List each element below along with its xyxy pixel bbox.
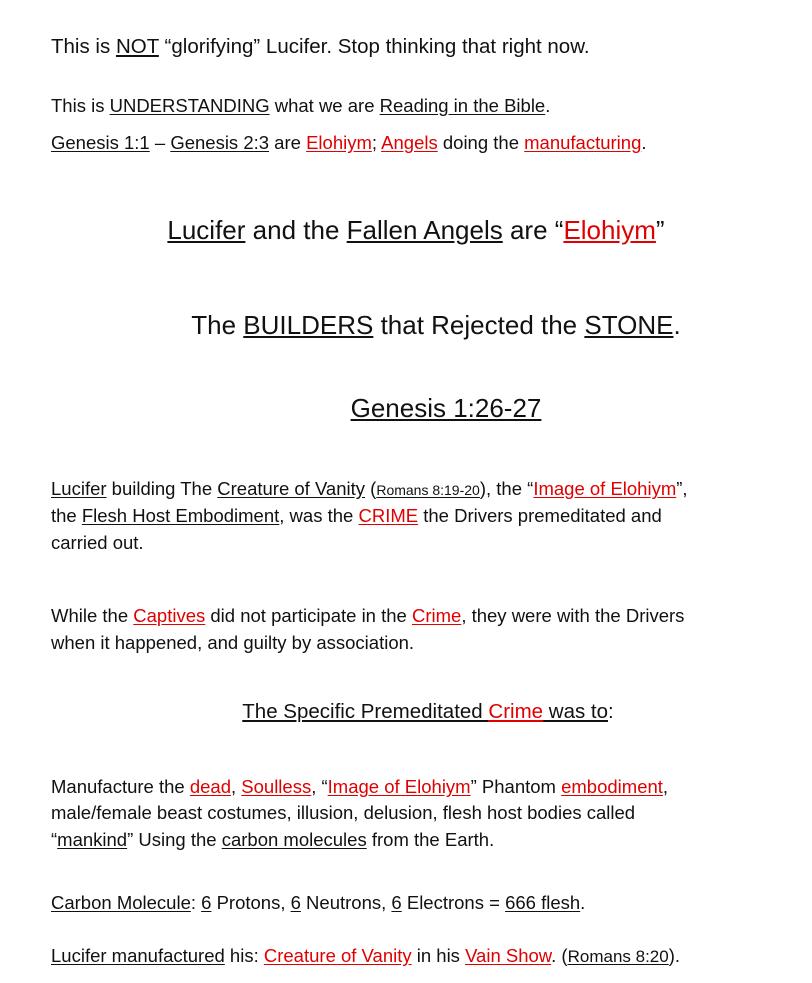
term-crime: CRIME [358, 505, 419, 526]
heading-specific-crime: The Specific Premeditated Crime was to: [242, 700, 614, 723]
heading-term-crime: Crime [488, 700, 544, 723]
reading-in-bible: Reading in the Bible [379, 95, 546, 116]
manufacture-line-3: “mankind” Using the carbon molecules from the Earth. [51, 829, 495, 850]
term-mankind: mankind [57, 829, 128, 850]
genesis-reference-line: Genesis 1:1 – Genesis 2:3 are Elohiym; Angels doing the manufacturing. [51, 132, 647, 153]
term-carbon-molecules: carbon molecules [221, 829, 367, 850]
heading-lucifer-elohiym: Lucifer and the Fallen Angels are “Elohiym” [167, 215, 665, 245]
heading-term-elohiym: Elohiym [563, 215, 656, 245]
term-elohiym: Elohiym [306, 132, 372, 153]
term-soulless: Soulless [241, 776, 312, 797]
term-captives: Captives [133, 605, 206, 626]
captives-line-2: when it happened, and guilty by association. [51, 632, 415, 653]
term-manufacturing: manufacturing [524, 132, 642, 153]
ref-romans-8-20: Romans 8:20 [567, 947, 669, 966]
ref-romans-8-19-20: Romans 8:19-20 [376, 482, 480, 498]
creature-of-vanity-line-2: the Flesh Host Embodiment, was the CRIME the Drivers premeditated and [51, 505, 662, 526]
creature-of-vanity-line-1: Lucifer building The Creature of Vanity (Romans 8:19-20), the “Image of Elohiym”, [51, 478, 688, 499]
term-angels: Angels [381, 132, 438, 153]
heading-genesis-1-26-27: Genesis 1:26-27 [350, 393, 542, 423]
emphasis-not: NOT [115, 35, 159, 58]
ref-genesis-1-1: Genesis 1:1 [51, 132, 150, 153]
captives-line-1: While the Captives did not participate in the Crime, they were with the Drivers [51, 605, 685, 626]
term-dead: dead [189, 776, 231, 797]
manufacture-line-2: male/female beast costumes, illusion, delusion, flesh host bodies called [51, 802, 636, 823]
lucifer-manufactured-line: Lucifer manufactured his: Creature of Vanity in his Vain Show. (Romans 8:20). [51, 945, 681, 966]
creature-of-vanity-line-3: carried out. [51, 532, 144, 553]
understanding-statement: This is UNDERSTANDING what we are Reading in the Bible. [51, 95, 551, 116]
term-vain-show: Vain Show [465, 945, 552, 966]
emphasis-understanding: UNDERSTANDING [109, 95, 270, 116]
manufacture-line-1: Manufacture the dead, Soulless, “Image of Elohiym” Phantom embodiment, [51, 776, 669, 797]
term-creature-of-vanity: Creature of Vanity [263, 945, 412, 966]
heading-builders: The BUILDERS that Rejected the STONE. [191, 310, 681, 340]
intro-statement: This is NOT “glorifying” Lucifer. Stop thinking that right now. [51, 35, 590, 58]
ref-genesis-2-3: Genesis 2:3 [170, 132, 270, 153]
term-666-flesh: 666 flesh [505, 892, 581, 913]
carbon-molecule-line: Carbon Molecule: 6 Protons, 6 Neutrons, 6 Electrons = 666 flesh. [51, 892, 586, 913]
term-embodiment: embodiment [561, 776, 663, 797]
term-crime-2: Crime [411, 605, 462, 626]
term-image-of-elohiym: Image of Elohiym [533, 478, 677, 499]
term-image-of-elohiym-2: Image of Elohiym [327, 776, 471, 797]
